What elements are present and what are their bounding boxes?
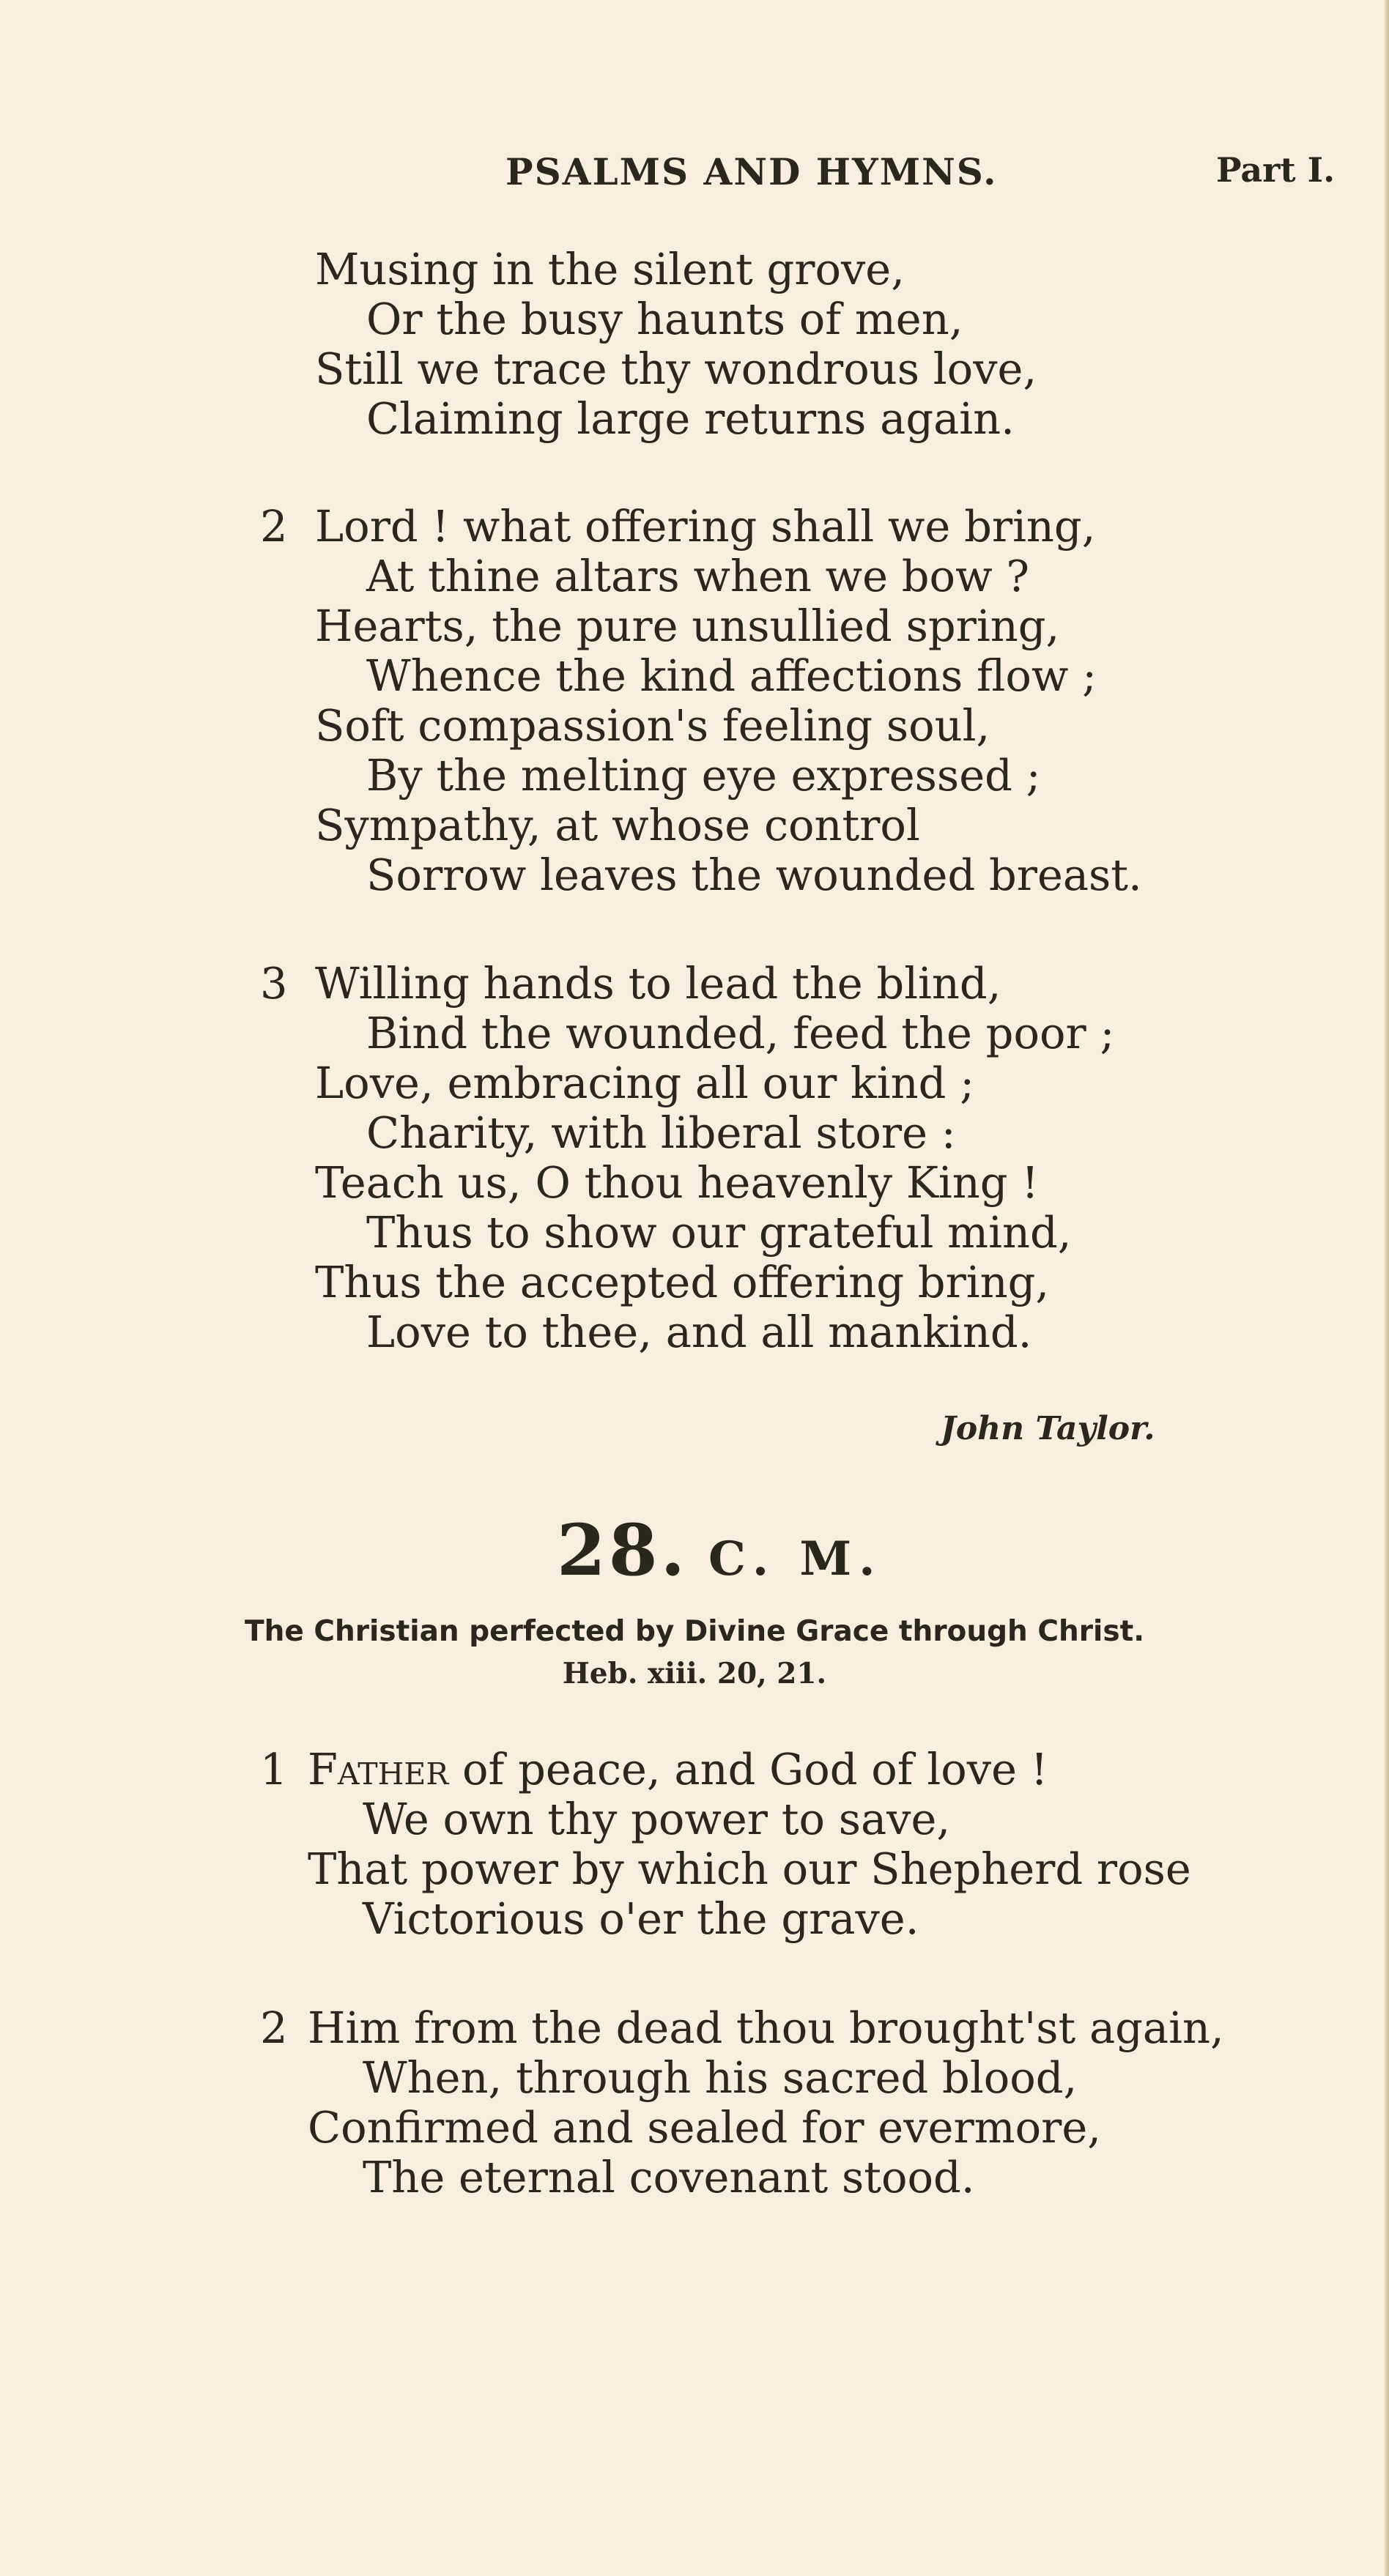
verse-line: Teach us, O thou heavenly King ! <box>315 1157 1040 1208</box>
verse-line: Thus to show our grateful mind, <box>366 1207 1072 1258</box>
verse-line: Sorrow leaves the wounded breast. <box>366 850 1142 900</box>
verse-line: That power by which our Shepherd rose <box>308 1844 1191 1894</box>
stanza-number: 3 <box>260 958 288 1009</box>
verse-line: Still we trace thy wondrous love, <box>315 344 1037 394</box>
first-word: Father <box>308 1744 449 1794</box>
verse-line: Lord ! what offering shall we bring, <box>315 501 1096 552</box>
verse-line: Love, embracing all our kind ; <box>315 1058 975 1108</box>
verse-line: Claiming large returns again. <box>366 393 1015 444</box>
verse-line: Thus the accepted offering bring, <box>315 1257 1050 1307</box>
verse-line <box>308 1745 1048 1794</box>
verse-line: The eternal covenant stood. <box>363 2152 975 2202</box>
header-title: PSALMS AND HYMNS. <box>505 150 998 193</box>
verse-line: Bind the wounded, feed the poor ; <box>366 1008 1115 1058</box>
verse-line: Charity, with liberal store : <box>366 1107 956 1158</box>
verse-line: Or the busy haunts of men, <box>366 294 963 344</box>
verse-line: When, through his sacred blood, <box>363 2052 1078 2103</box>
scripture-reference: Heb. xiii. 20, 21. <box>562 1657 827 1690</box>
first-line-rest: of peace, and God of love ! <box>448 1744 1048 1794</box>
hymn-meter: C. M. <box>708 1532 883 1586</box>
header-part: Part I. <box>1216 150 1336 190</box>
verse-line: Him from the dead thou brought'st again, <box>308 2002 1224 2053</box>
stanza-number: 2 <box>260 501 288 552</box>
verse-line: Victorious o'er the grave. <box>363 1893 919 1944</box>
verse-line: Sympathy, at whose control <box>315 800 920 850</box>
verse-line: Love to thee, and all mankind. <box>366 1307 1032 1357</box>
page-edge <box>1385 0 1389 2576</box>
hymn-heading: The Christian perfected by Divine Grace through Christ. <box>244 1615 1145 1648</box>
verse-line: At thine altars when we bow ? <box>366 551 1029 601</box>
hymn-number-value: 28. <box>557 1509 689 1592</box>
verse-line: Willing hands to lead the blind, <box>315 958 1001 1009</box>
verse-line: Whence the kind affections flow ; <box>366 650 1097 701</box>
running-header <box>0 150 1389 201</box>
verse-line: By the melting eye expressed ; <box>366 750 1041 801</box>
verse-line: Hearts, the pure unsullied spring, <box>315 601 1060 651</box>
verse-line: Musing in the silent grove, <box>315 244 905 294</box>
verse-line: We own thy power to save, <box>363 1794 951 1844</box>
hymn-number <box>557 1509 883 1592</box>
verse-line: Confirmed and sealed for evermore, <box>308 2102 1102 2153</box>
author-attribution: John Taylor. <box>941 1410 1155 1447</box>
stanza-number: 2 <box>260 2002 288 2053</box>
verse-line: Soft compassion's feeling soul, <box>315 700 990 751</box>
stanza-number: 1 <box>260 1744 288 1794</box>
